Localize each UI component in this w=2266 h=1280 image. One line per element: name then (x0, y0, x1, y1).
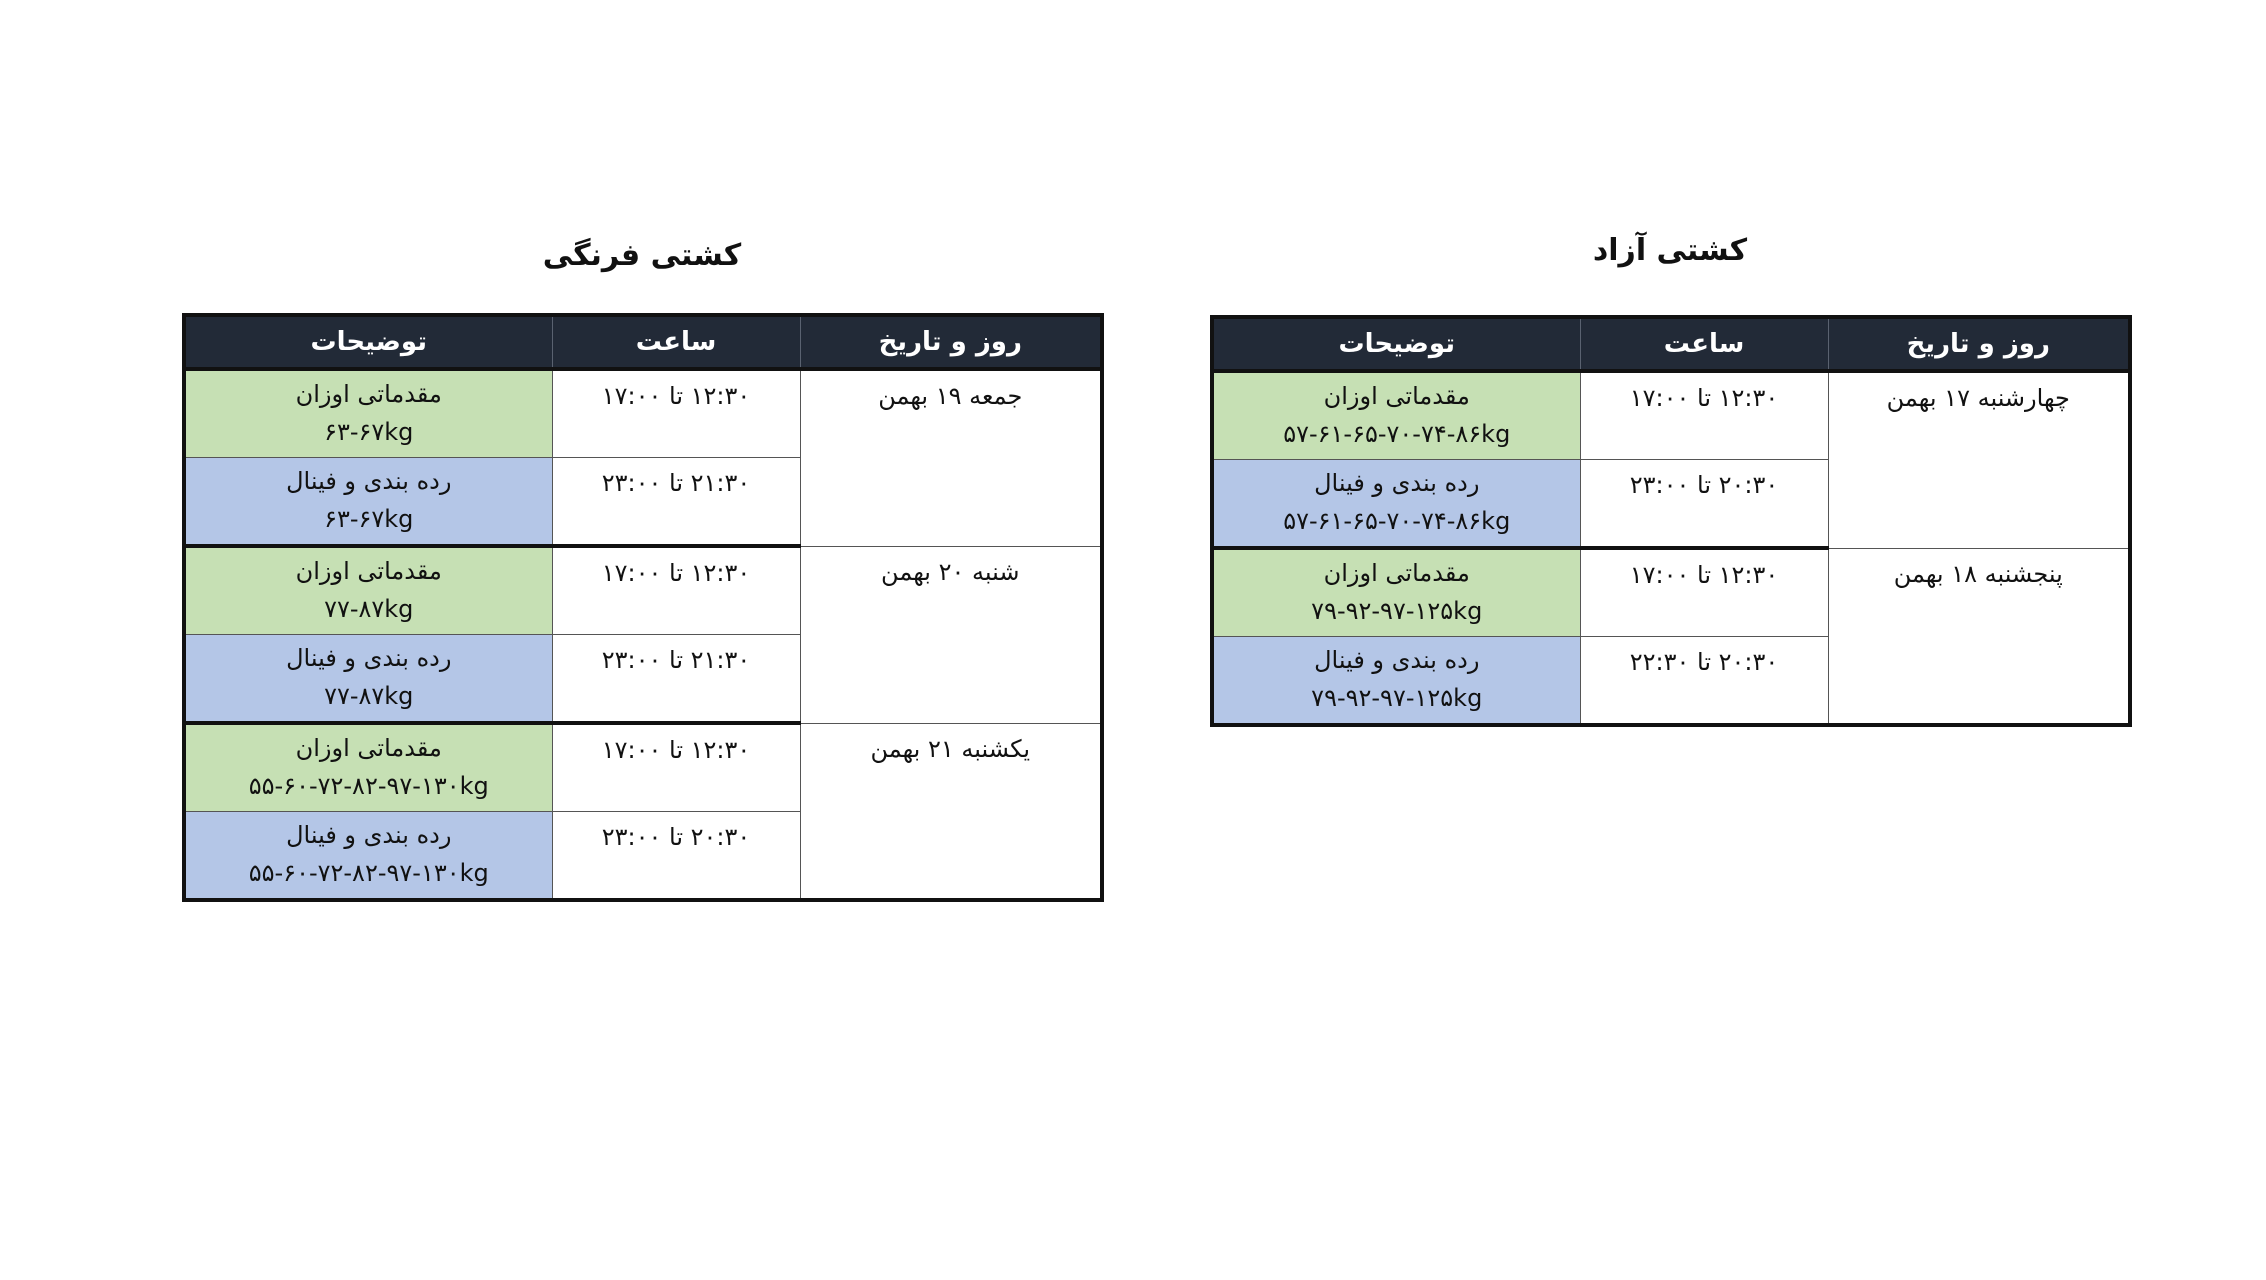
description-cell (184, 546, 552, 635)
description-text: رده بندی و فینال (286, 821, 452, 849)
table-row (184, 723, 1102, 812)
day-cell: یکشنبه ۲۱ بهمن (800, 723, 1102, 900)
weight-classes: ۶۳-۶۷kg (324, 505, 414, 533)
weight-classes: ۷۹-۹۲-۹۷-۱۲۵kg (1311, 684, 1483, 712)
weight-classes: ۷۷-۸۷kg (324, 595, 414, 623)
header-time: ساعت (552, 315, 800, 369)
description-cell (184, 812, 552, 901)
time-cell: ۱۲:۳۰ تا ۱۷:۰۰ (552, 546, 800, 635)
time-cell: ۲۰:۳۰ تا ۲۳:۰۰ (552, 812, 800, 901)
day-cell: چهارشنبه ۱۷ بهمن (1828, 371, 2130, 548)
header-description: توضیحات (1212, 317, 1580, 371)
header-day: روز و تاریخ (800, 315, 1102, 369)
description-text: مقدماتی اوزان (295, 557, 442, 585)
table-header-row (1212, 317, 2130, 371)
description-text: رده بندی و فینال (1314, 646, 1480, 674)
description-cell (184, 723, 552, 812)
description-cell (1212, 637, 1580, 726)
table-row (184, 546, 1102, 635)
table-header-row (184, 315, 1102, 369)
description-cell (1212, 548, 1580, 637)
time-cell: ۱۲:۳۰ تا ۱۷:۰۰ (1580, 371, 1828, 460)
time-cell: ۲۱:۳۰ تا ۲۳:۰۰ (552, 458, 800, 547)
time-cell: ۲۱:۳۰ تا ۲۳:۰۰ (552, 635, 800, 724)
description-text: رده بندی و فینال (286, 467, 452, 495)
header-time: ساعت (1580, 317, 1828, 371)
time-cell: ۲۰:۳۰ تا ۲۲:۳۰ (1580, 637, 1828, 726)
weight-classes: ۶۳-۶۷kg (324, 418, 414, 446)
day-cell: شنبه ۲۰ بهمن (800, 546, 1102, 723)
day-cell: جمعه ۱۹ بهمن (800, 369, 1102, 546)
description-text: رده بندی و فینال (1314, 469, 1480, 497)
greco-roman-schedule (182, 238, 1102, 887)
table-row (1212, 371, 2130, 460)
description-text: رده بندی و فینال (286, 644, 452, 672)
description-cell (184, 458, 552, 547)
greco-roman-table (182, 313, 1104, 902)
freestyle-title: کشتی آزاد (1592, 233, 1748, 268)
weight-classes: ۷۹-۹۲-۹۷-۱۲۵kg (1311, 597, 1483, 625)
description-text: مقدماتی اوزان (1323, 559, 1470, 587)
weight-classes: ۵۷-۶۱-۶۵-۷۰-۷۴-۸۶kg (1283, 420, 1511, 448)
time-cell: ۱۲:۳۰ تا ۱۷:۰۰ (1580, 548, 1828, 637)
description-text: مقدماتی اوزان (295, 380, 442, 408)
table-row (184, 369, 1102, 458)
time-cell: ۱۲:۳۰ تا ۱۷:۰۰ (552, 723, 800, 812)
header-description: توضیحات (184, 315, 552, 369)
table-row (1212, 548, 2130, 637)
time-cell: ۱۲:۳۰ تا ۱۷:۰۰ (552, 369, 800, 458)
freestyle-schedule (1210, 233, 2130, 712)
description-text: مقدماتی اوزان (295, 734, 442, 762)
freestyle-table (1210, 315, 2132, 727)
weight-classes: ۵۷-۶۱-۶۵-۷۰-۷۴-۸۶kg (1283, 507, 1511, 535)
time-cell: ۲۰:۳۰ تا ۲۳:۰۰ (1580, 460, 1828, 549)
description-text: مقدماتی اوزان (1323, 382, 1470, 410)
weight-classes: ۷۷-۸۷kg (324, 682, 414, 710)
weight-classes: ۵۵-۶۰-۷۲-۸۲-۹۷-۱۳۰kg (248, 772, 489, 800)
greco-roman-title: کشتی فرنگی (542, 238, 742, 273)
description-cell (1212, 371, 1580, 460)
description-cell (1212, 460, 1580, 549)
day-cell: پنجشنبه ۱۸ بهمن (1828, 548, 2130, 725)
description-cell (184, 369, 552, 458)
weight-classes: ۵۵-۶۰-۷۲-۸۲-۹۷-۱۳۰kg (248, 859, 489, 887)
header-day: روز و تاریخ (1828, 317, 2130, 371)
description-cell (184, 635, 552, 724)
